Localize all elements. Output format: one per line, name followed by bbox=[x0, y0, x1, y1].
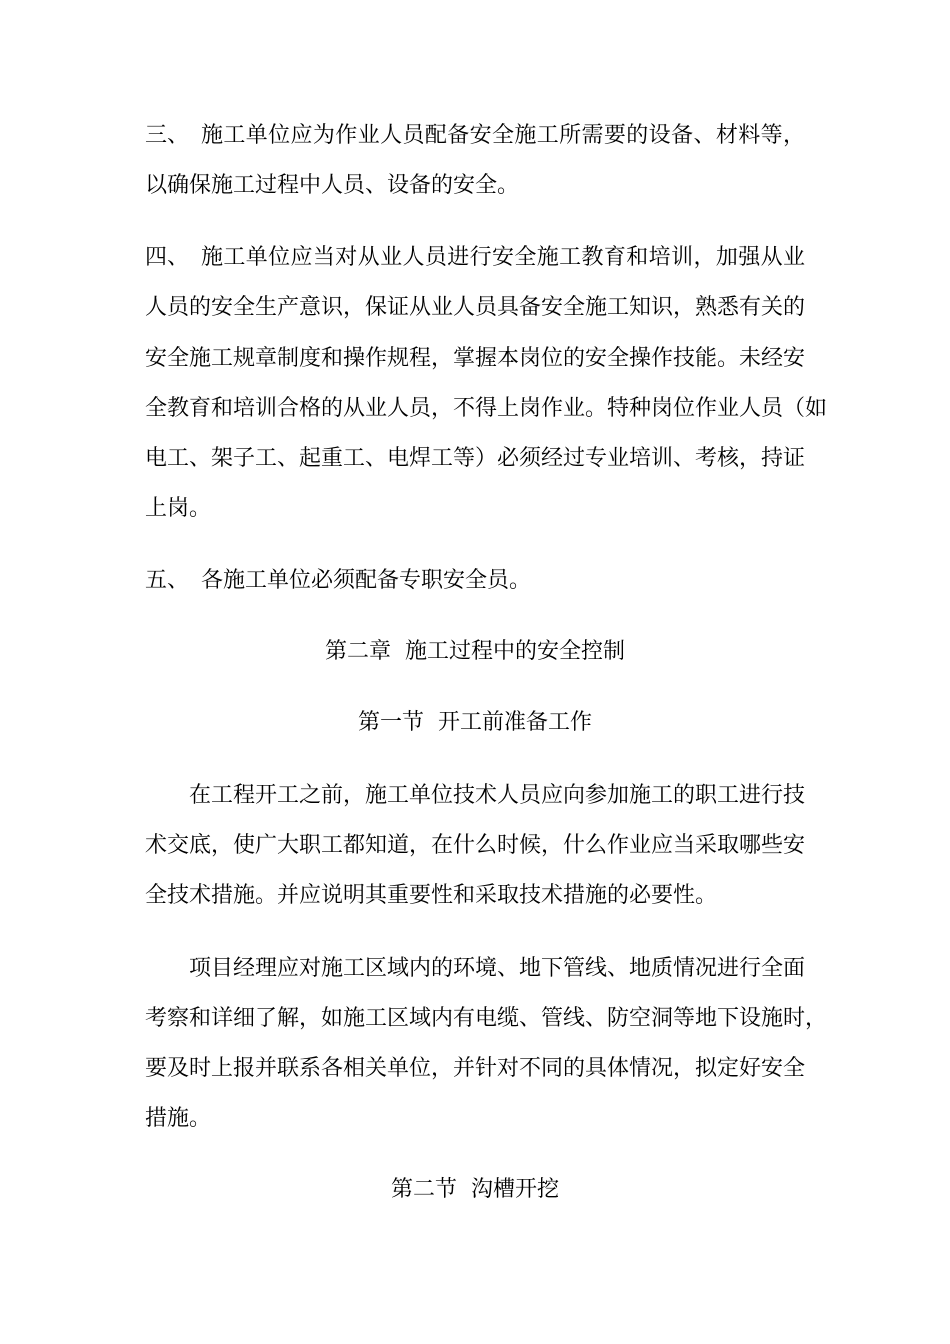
paragraph-4-line-6: 上岗。 bbox=[145, 496, 212, 521]
section-1-para-1-line-3: 全技术措施。并应说明其重要性和采取技术措施的必要性。 bbox=[145, 883, 718, 908]
paragraph-4-line-4: 全教育和培训合格的从业人员，不得上岗作业。特种岗位作业人员（如 bbox=[145, 396, 828, 421]
paragraph-4-line-3: 安全施工规章制度和操作规程，掌握本岗位的安全操作技能。未经安 bbox=[145, 346, 806, 371]
paragraph-5-text-1: 各施工单位必须配备专职安全员。 bbox=[201, 568, 532, 593]
paragraph-3-line-2: 以确保施工过程中人员、设备的安全。 bbox=[145, 173, 520, 198]
section-1-para-2-line-4: 措施。 bbox=[145, 1106, 212, 1131]
paragraph-4-line-1 bbox=[145, 243, 805, 273]
section-1-para-2-line-2: 考察和详细了解，如施工区域内有电缆、管线、防空洞等地下设施时， bbox=[145, 1006, 828, 1031]
section-1-para-2-line-3: 要及时上报并联系各相关单位，并针对不同的具体情况，拟定好安全 bbox=[145, 1056, 806, 1081]
paragraph-4-line-5: 电工、架子工、起重工、电焊工等）必须经过专业培训、考核，持证 bbox=[145, 446, 806, 471]
paragraph-4-line-2: 人员的安全生产意识，保证从业人员具备安全施工知识，熟悉有关的 bbox=[145, 295, 806, 320]
paragraph-3-line-1 bbox=[145, 121, 805, 151]
paragraph-4-number: 四、 bbox=[145, 245, 190, 270]
paragraph-5-number: 五、 bbox=[145, 568, 190, 593]
section-1-title: 第一节 开工前准备工作 bbox=[358, 710, 592, 735]
paragraph-4-text-1: 施工单位应当对从业人员进行安全施工教育和培训，加强从业 bbox=[201, 245, 805, 270]
section-2-title: 第二节 沟槽开挖 bbox=[391, 1177, 559, 1202]
section-1-para-1-line-2: 术交底，使广大职工都知道，在什么时候，什么作业应当采取哪些安 bbox=[145, 833, 806, 858]
paragraph-5-line-1 bbox=[145, 566, 805, 596]
paragraph-3-text-1: 施工单位应为作业人员配备安全施工所需要的设备、材料等， bbox=[201, 123, 805, 148]
chapter-title: 第二章 施工过程中的安全控制 bbox=[325, 639, 625, 664]
section-1-para-1-line-1: 在工程开工之前，施工单位技术人员应向参加施工的职工进行技 bbox=[189, 783, 806, 808]
paragraph-3-number: 三、 bbox=[145, 123, 190, 148]
section-1-para-2-line-1: 项目经理应对施工区域内的环境、地下管线、地质情况进行全面 bbox=[189, 956, 806, 981]
